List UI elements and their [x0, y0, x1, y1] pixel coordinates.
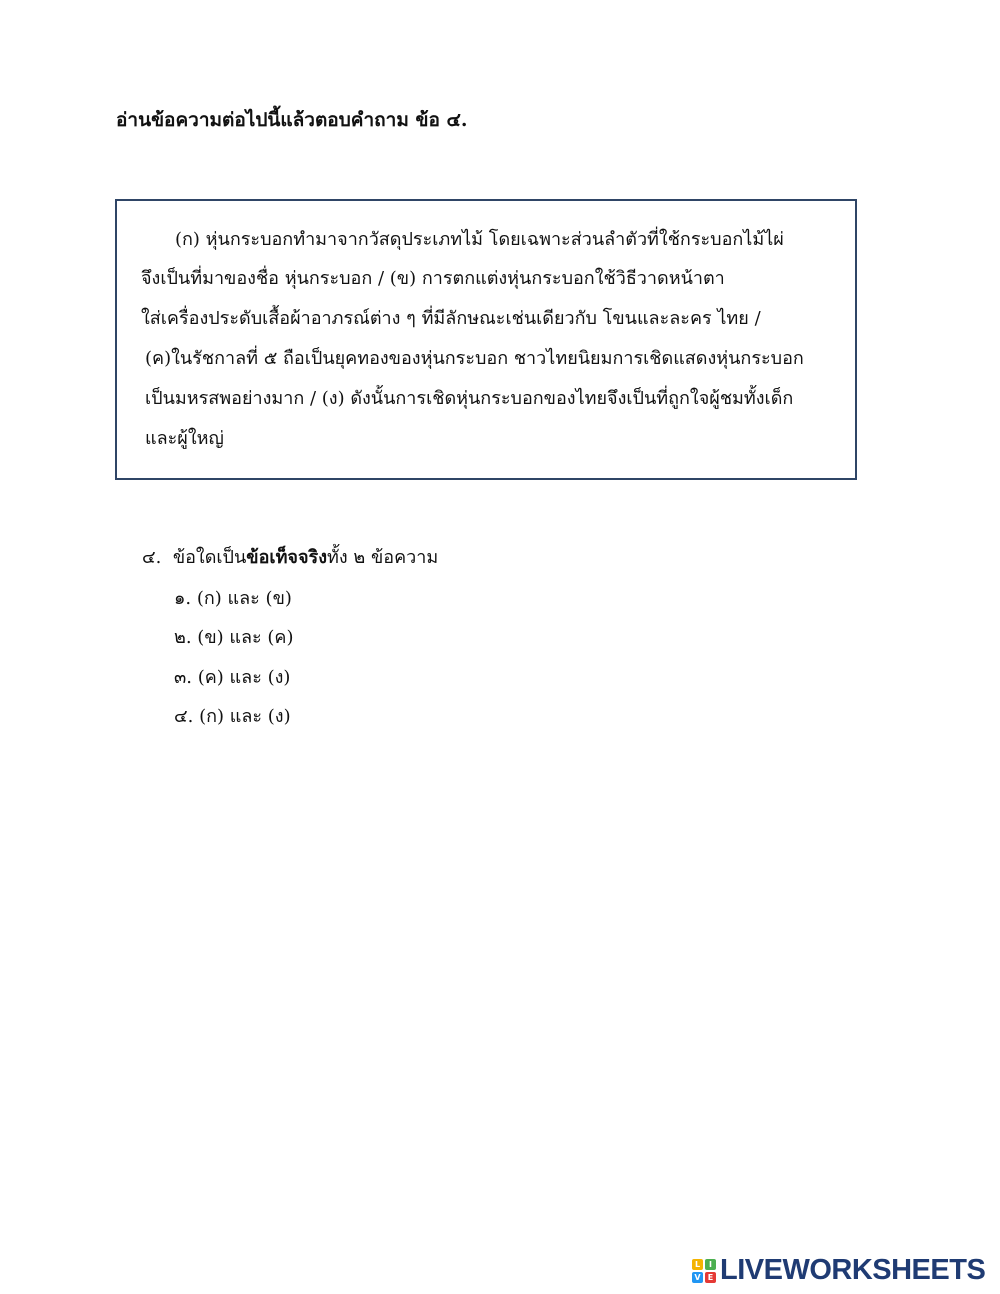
instruction-heading: อ่านข้อความต่อไปนี้แล้วตอบคำถาม ข้อ ๔. — [116, 109, 468, 131]
question-4 — [142, 544, 438, 572]
answer-option-4[interactable]: ๔. (ก) และ (ง) — [174, 706, 291, 727]
passage-box — [115, 199, 857, 480]
passage-line-6: และผู้ใหญ่ — [145, 428, 224, 449]
logo-tile-e: E — [705, 1272, 716, 1283]
logo-tile-v: V — [692, 1272, 703, 1283]
question-emphasis: ข้อเท็จจริง — [246, 547, 327, 568]
answer-option-1[interactable]: ๑. (ก) และ (ข) — [174, 588, 292, 609]
logo-tile-i: I — [705, 1259, 716, 1270]
question-number: ๔. — [142, 547, 162, 568]
liveworksheets-logo — [692, 1254, 985, 1287]
liveworksheets-logo-icon — [692, 1259, 716, 1283]
logo-tile-l: L — [692, 1259, 703, 1270]
passage-line-3: ใส่เครื่องประดับเสื้อผ้าอาภรณ์ต่าง ๆ ที่มีลักษณะเช่นเดียวกับ โขนและละคร ไทย / — [141, 308, 761, 329]
question-suffix: ทั้ง ๒ ข้อความ — [326, 547, 439, 568]
passage-line-4: (ค)ในรัชกาลที่ ๕ ถือเป็นยุคทองของหุ่นกระบอก ชาวไทยนิยมการเชิดแสดงหุ่นกระบอก — [145, 348, 804, 369]
answer-option-3[interactable]: ๓. (ค) และ (ง) — [174, 667, 291, 688]
logo-text: LIVEWORKSHEETS — [720, 1254, 986, 1286]
passage-line-1: (ก) หุ่นกระบอกทำมาจากวัสดุประเภทไม้ โดยเฉพาะส่วนลำตัวที่ใช้กระบอกไม้ไผ่ — [175, 229, 784, 250]
passage-line-2: จึงเป็นที่มาของชื่อ หุ่นกระบอก / (ข) การตกแต่งหุ่นกระบอกใช้วิธีวาดหน้าตา — [141, 268, 725, 289]
passage-line-5: เป็นมหรสพอย่างมาก / (ง) ดังนั้นการเชิดหุ่นกระบอกของไทยจึงเป็นที่ถูกใจผู้ชมทั้งเด็ก — [145, 388, 794, 409]
question-prefix: ข้อใดเป็น — [172, 547, 247, 568]
answer-option-2[interactable]: ๒. (ข) และ (ค) — [174, 627, 294, 648]
